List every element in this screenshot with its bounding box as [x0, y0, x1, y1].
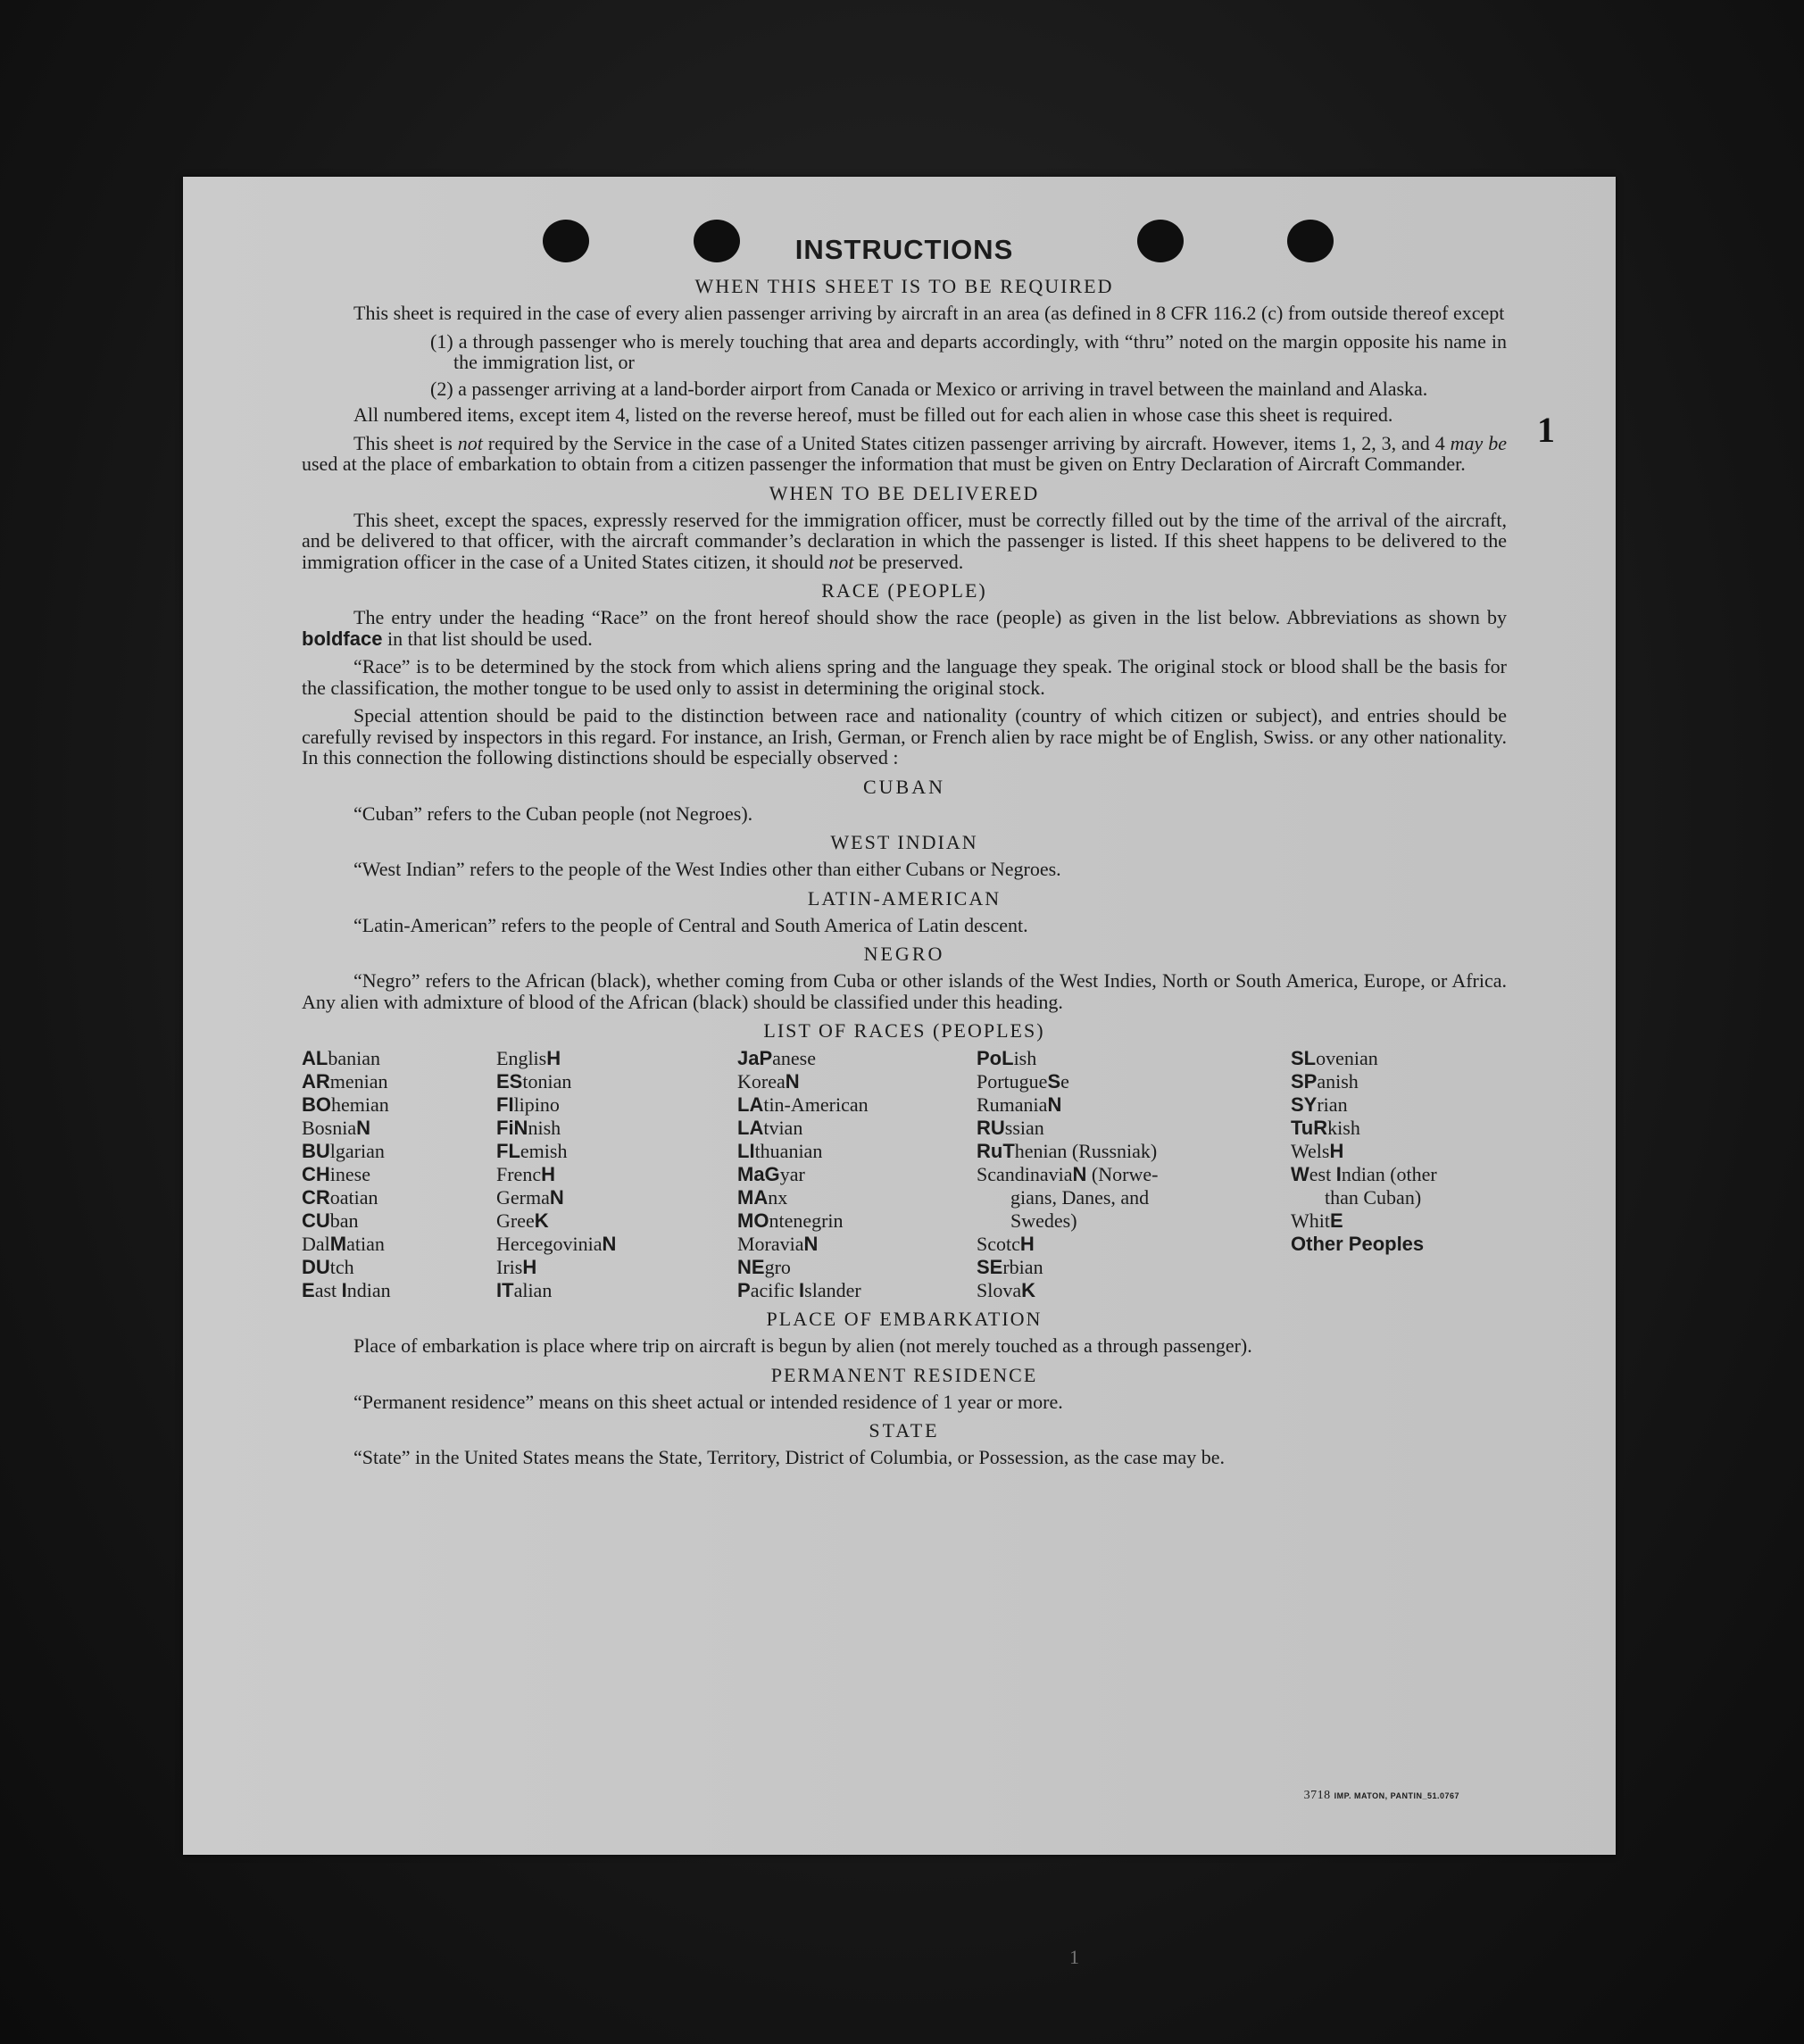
race-abbreviation: H — [522, 1256, 537, 1278]
race-entry — [496, 1279, 737, 1302]
race-abbreviation: AR — [302, 1070, 330, 1093]
race-text: Slova — [977, 1279, 1022, 1301]
race-abbreviation: K — [1021, 1279, 1036, 1301]
race-abbreviation: IT — [496, 1279, 514, 1301]
para-numbered-items: All numbered items, except item 4, listed on the reverse hereof, must be filled out for each alien in whose case this sheet is required. — [353, 403, 1393, 426]
race-entry — [302, 1209, 496, 1233]
race-text: Rumania — [977, 1093, 1048, 1116]
heading-negro: NEGRO — [863, 943, 945, 965]
race-text: hemian — [331, 1093, 389, 1116]
heading-cuban: CUBAN — [862, 775, 945, 798]
race-text: est — [1309, 1163, 1336, 1185]
race-text: Wels — [1291, 1140, 1330, 1162]
race-text: Whit — [1291, 1209, 1330, 1232]
race-text: lipino — [513, 1093, 560, 1116]
race-abbreviation: N — [785, 1070, 800, 1093]
race-entry — [737, 1117, 977, 1140]
para-citizen — [302, 433, 1507, 475]
race-text: Moravia — [737, 1233, 804, 1255]
race-entry — [302, 1070, 496, 1093]
race-text: Bosnia — [302, 1117, 357, 1139]
race-text: slander — [804, 1279, 861, 1301]
race-text: Iris — [496, 1256, 523, 1278]
form-number: 3718 — [1303, 1789, 1331, 1802]
race-text: Englis — [496, 1047, 547, 1069]
race-abbreviation: RU — [977, 1117, 1005, 1139]
race-entry — [302, 1047, 496, 1070]
race-abbreviation: S — [1047, 1070, 1061, 1093]
race-column-5 — [1291, 1047, 1507, 1302]
race-abbreviation: FI — [496, 1093, 514, 1116]
heading-when-delivered: WHEN TO BE DELIVERED — [769, 481, 1040, 504]
para-citizen-not: not — [457, 431, 483, 454]
race-column-1 — [302, 1047, 496, 1302]
race-text: gro — [764, 1256, 791, 1278]
race-abbreviation: I — [799, 1279, 805, 1301]
race-abbreviation: Other Peoples — [1291, 1233, 1425, 1255]
race-text: oatian — [329, 1186, 378, 1209]
race-abbreviation: SL — [1291, 1047, 1317, 1069]
race-entry — [737, 1047, 977, 1070]
para-latin-american: “Latin-American” refers to the people of Central and South America of Latin descent. — [353, 913, 1028, 936]
race-entry — [496, 1047, 737, 1070]
heading-list-of-races: LIST OF RACES (PEOPLES) — [763, 1019, 1045, 1042]
race-entry — [737, 1256, 977, 1279]
race-entry — [977, 1093, 1291, 1117]
race-entry — [496, 1256, 737, 1279]
race-abbreviation: CU — [302, 1209, 330, 1232]
race-text: than Cuban) — [1325, 1186, 1422, 1209]
race-text: tch — [329, 1256, 354, 1278]
race-abbreviation: CH — [302, 1163, 330, 1185]
para-citizen-may-be: may be — [1450, 431, 1507, 454]
para-race-1-boldface: boldface — [302, 627, 383, 650]
race-entry — [496, 1140, 737, 1163]
race-entry — [496, 1117, 737, 1140]
race-abbreviation: H — [1329, 1140, 1344, 1162]
race-entry — [737, 1233, 977, 1256]
race-entry — [302, 1117, 496, 1140]
race-abbreviation: N — [1047, 1093, 1062, 1116]
race-entry — [737, 1163, 977, 1186]
race-entry — [496, 1209, 737, 1233]
race-abbreviation: P — [737, 1279, 751, 1301]
bottom-frame-mark: 1 — [1069, 1946, 1079, 1968]
heading-place-of-embarkation: PLACE OF EMBARKATION — [766, 1308, 1043, 1330]
race-entry — [302, 1093, 496, 1117]
race-text: Portugue — [977, 1070, 1048, 1093]
race-abbreviation: RuT — [977, 1140, 1015, 1162]
para-permanent-residence: “Permanent residence” means on this sheet actual or intended residence of 1 year or more. — [353, 1390, 1063, 1413]
race-entry — [977, 1117, 1291, 1140]
race-abbreviation: NE — [737, 1256, 765, 1278]
race-abbreviation: MO — [737, 1209, 769, 1232]
race-text: ssian — [1004, 1117, 1044, 1139]
race-abbreviation: SY — [1291, 1093, 1318, 1116]
race-text: atian — [346, 1233, 385, 1255]
race-text: rian — [1317, 1093, 1348, 1116]
race-column-2 — [496, 1047, 737, 1302]
printer-code — [1304, 1789, 1459, 1803]
race-text: menian — [329, 1070, 388, 1093]
race-text: ndian (other — [1341, 1163, 1437, 1185]
race-entry — [496, 1093, 737, 1117]
para-delivered-part-b: be preserved. — [853, 550, 964, 573]
race-text: nx — [768, 1186, 788, 1209]
race-entry — [302, 1233, 496, 1256]
printer-imprint: IMP. MATON, PANTIN_51.0767 — [1334, 1791, 1459, 1800]
race-text: ast — [314, 1279, 342, 1301]
para-delivered-part-a: This sheet, except the spaces, expressly reserved for the immigration officer, must be correctly filled out by the time of the arrival of the aircraft, and be delivered to that officer, with the aircraft commander’s declaration in which the passenger is listed. If this sheet happens to be delivered to the immigration officer in the case of a United States citizen, it should — [302, 508, 1507, 573]
race-text: tvian — [763, 1117, 803, 1139]
race-entry — [1291, 1233, 1507, 1256]
race-entry — [1291, 1070, 1507, 1093]
race-entry — [737, 1140, 977, 1163]
para-state: “State” in the United States means the State, Territory, District of Columbia, or Possession, as the case may be. — [353, 1446, 1226, 1468]
race-text: Dal — [302, 1233, 330, 1255]
race-text: Germa — [496, 1186, 550, 1209]
race-abbreviation: FL — [496, 1140, 520, 1162]
race-text: tin-American — [763, 1093, 869, 1116]
race-entry — [1291, 1209, 1507, 1233]
race-abbreviation: JaP — [737, 1047, 773, 1069]
race-text: ntenegrin — [769, 1209, 844, 1232]
race-abbreviation: SE — [977, 1256, 1003, 1278]
race-text: alian — [513, 1279, 553, 1301]
race-entry — [977, 1256, 1291, 1279]
para-delivered-not: not — [828, 550, 854, 573]
race-column-3 — [737, 1047, 977, 1302]
race-text: ban — [329, 1209, 359, 1232]
race-abbreviation: I — [341, 1279, 347, 1301]
race-entry — [1291, 1140, 1507, 1163]
race-abbreviation: N — [1072, 1163, 1087, 1185]
race-column-4 — [977, 1047, 1291, 1302]
heading-when-required: WHEN THIS SHEET IS TO BE REQUIRED — [694, 275, 1114, 297]
para-race-1 — [302, 607, 1507, 649]
para-negro: “Negro” refers to the African (black), whether coming from Cuba or other islands of the West Indies, North or South America, Europe, or Africa. Any alien with admixture of blood of the African (black) should be classified under this heading. — [302, 969, 1507, 1013]
heading-latin-american: LATIN-AMERICAN — [807, 886, 1002, 910]
para-citizen-part-b: required by the Service in the case of a United States citizen passenger arriving by aircraft. However, items 1, 2, 3, and 4 — [482, 431, 1451, 454]
race-abbreviation: H — [546, 1047, 561, 1069]
sheet-content — [302, 232, 1507, 1475]
race-text: ish — [1013, 1047, 1037, 1069]
race-abbreviation: N — [356, 1117, 371, 1139]
race-abbreviation: W — [1291, 1163, 1309, 1185]
race-entry — [496, 1163, 737, 1186]
race-abbreviation: N — [549, 1186, 564, 1209]
race-text: kish — [1327, 1117, 1360, 1139]
race-text: Korea — [737, 1070, 786, 1093]
race-abbreviation: BU — [302, 1140, 330, 1162]
race-text: Scotc — [977, 1233, 1020, 1255]
race-entry — [977, 1163, 1291, 1186]
race-entry — [1291, 1117, 1507, 1140]
race-entry — [496, 1233, 737, 1256]
race-text: nish — [528, 1117, 561, 1139]
heading-race: RACE (PEOPLE) — [821, 579, 987, 602]
race-entry — [302, 1163, 496, 1186]
race-entry — [496, 1186, 737, 1209]
heading-state: STATE — [869, 1419, 940, 1442]
race-abbreviation: PoL — [977, 1047, 1014, 1069]
race-abbreviation: N — [803, 1233, 819, 1255]
race-text: Scandinavia — [977, 1163, 1073, 1185]
race-entry — [977, 1209, 1291, 1233]
race-abbreviation: SP — [1291, 1070, 1318, 1093]
race-abbreviation: FiN — [496, 1117, 528, 1139]
para-race-3: Special attention should be paid to the distinction between race and nationality (country of which citizen or subject), and entries should be carefully revised by inspectors in this regard. For instance, an Irish, German, or French alien by race might be of English, Swiss. or any other nationality. In this connection the following distinctions should be especially observed : — [302, 704, 1507, 769]
race-entry — [977, 1233, 1291, 1256]
race-abbreviation: CR — [302, 1186, 330, 1209]
race-entry — [302, 1279, 496, 1302]
race-abbreviation: H — [1019, 1233, 1035, 1255]
margin-handwritten-mark: 1 — [1537, 410, 1555, 450]
race-entry — [977, 1070, 1291, 1093]
race-text: ovenian — [1316, 1047, 1378, 1069]
race-abbreviation: E — [302, 1279, 315, 1301]
race-abbreviation: BO — [302, 1093, 331, 1116]
instruction-sheet — [183, 177, 1616, 1855]
race-abbreviation: LA — [737, 1093, 764, 1116]
para-citizen-part-c: used at the place of embarkation to obtain from a citizen passenger the information that must be given on Entry Declaration of Aircraft Commander. — [302, 453, 1466, 475]
race-text: yar — [779, 1163, 805, 1185]
race-abbreviation: MaG — [737, 1163, 780, 1185]
race-abbreviation: N — [602, 1233, 617, 1255]
race-entry — [1291, 1047, 1507, 1070]
race-entry — [737, 1279, 977, 1302]
para-race-1-part-b: in that list should be used. — [382, 627, 593, 650]
race-text: e — [1060, 1070, 1069, 1093]
para-cuban: “Cuban” refers to the Cuban people (not Negroes). — [353, 802, 753, 825]
race-abbreviation: I — [1335, 1163, 1342, 1185]
heading-west-indian: WEST INDIAN — [830, 831, 978, 853]
race-entry — [1291, 1163, 1507, 1186]
para-race-1-part-a: The entry under the heading “Race” on the front hereof should show the race (people) as given in the list below. Abbreviations as shown by — [353, 606, 1507, 628]
race-abbreviation: H — [541, 1163, 555, 1185]
race-text: banian — [328, 1047, 380, 1069]
race-text: emish — [520, 1140, 568, 1162]
race-entry — [737, 1070, 977, 1093]
race-text: henian (Russniak) — [1014, 1140, 1158, 1162]
race-entry — [737, 1209, 977, 1233]
race-text: thuanian — [754, 1140, 823, 1162]
race-abbreviation: MA — [737, 1186, 769, 1209]
race-text: Swedes) — [1010, 1209, 1077, 1232]
race-text: gians, Danes, and — [1010, 1186, 1150, 1209]
race-entry — [737, 1186, 977, 1209]
heading-permanent-residence: PERMANENT RESIDENCE — [770, 1363, 1038, 1386]
para-embarkation: Place of embarkation is place where trip on aircraft is begun by alien (not merely touched as a through passenger). — [353, 1334, 1252, 1357]
race-entry — [1291, 1186, 1507, 1209]
race-abbreviation: ES — [496, 1070, 523, 1093]
race-abbreviation: LI — [737, 1140, 755, 1162]
para-delivered — [302, 510, 1507, 573]
race-text: acific — [750, 1279, 800, 1301]
race-entry — [496, 1070, 737, 1093]
race-text: Frenc — [496, 1163, 542, 1185]
para-race-2: “Race” is to be determined by the stock from which aliens spring and the language they speak. The original stock or blood shall be the basis for the classification, the mother tongue to be used only to assist in determining the original stock. — [302, 655, 1507, 699]
race-abbreviation: TuR — [1291, 1117, 1328, 1139]
race-abbreviation: K — [534, 1209, 549, 1232]
exception-2: (2) a passenger arriving at a land-border airport from Canada or Mexico or arriving in travel between the mainland and Alaska. — [430, 377, 1428, 400]
para-required-intro: This sheet is required in the case of every alien passenger arriving by aircraft in an area (as defined in 8 CFR 116.2 (c) from outside thereof except — [353, 302, 1505, 324]
race-entry — [977, 1186, 1291, 1209]
race-entry — [1291, 1093, 1507, 1117]
race-abbreviation: DU — [302, 1256, 330, 1278]
race-entry — [302, 1186, 496, 1209]
race-list — [302, 1047, 1507, 1302]
race-entry — [977, 1047, 1291, 1070]
race-text: Gree — [496, 1209, 535, 1232]
main-title: INSTRUCTIONS — [794, 234, 1014, 265]
race-entry — [302, 1140, 496, 1163]
race-abbreviation: LA — [737, 1117, 764, 1139]
race-text: lgarian — [329, 1140, 385, 1162]
race-text: Hercegovinia — [496, 1233, 603, 1255]
race-entry — [977, 1279, 1291, 1302]
race-text: ndian — [346, 1279, 391, 1301]
race-entry — [977, 1140, 1291, 1163]
para-citizen-part-a: This sheet is — [353, 431, 458, 454]
para-west-indian: “West Indian” refers to the people of the West Indies other than either Cubans or Negroes. — [353, 858, 1061, 880]
race-entry — [737, 1093, 977, 1117]
race-entry — [302, 1256, 496, 1279]
race-abbreviation: M — [329, 1233, 347, 1255]
race-text: (Norwe- — [1086, 1163, 1159, 1185]
race-text: rbian — [1002, 1256, 1043, 1278]
race-text: anish — [1317, 1070, 1359, 1093]
race-text: tonian — [522, 1070, 572, 1093]
race-abbreviation: AL — [302, 1047, 328, 1069]
exception-1: (1) a through passenger who is merely touching that area and departs accordingly, with “thru” noted on the margin opposite his name in the immigration list, or — [430, 329, 1507, 373]
race-abbreviation: E — [1330, 1209, 1343, 1232]
race-text: anese — [772, 1047, 817, 1069]
race-text: inese — [329, 1163, 370, 1185]
